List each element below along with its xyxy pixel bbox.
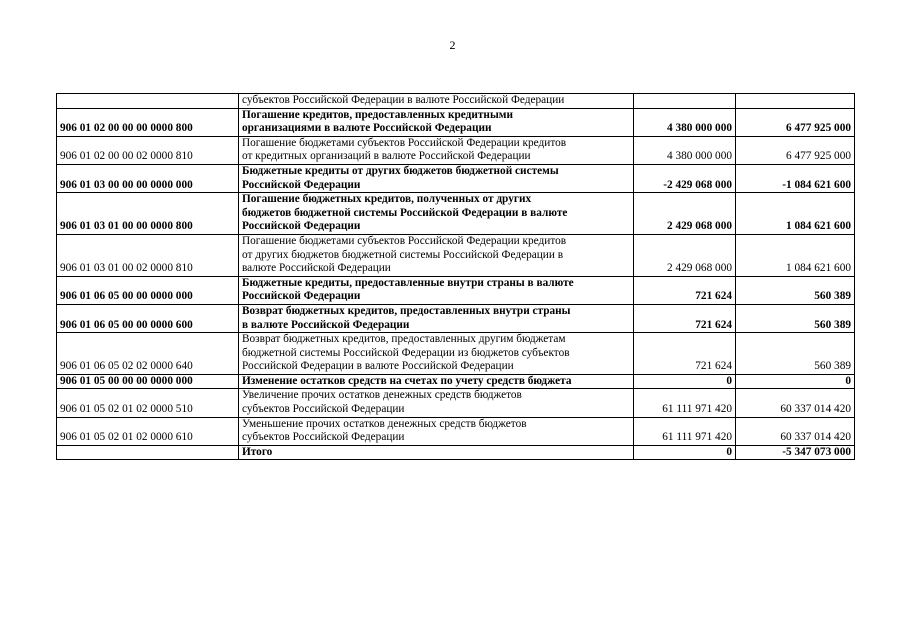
table-row — [57, 417, 855, 445]
description-line: Российской Федерации — [242, 290, 361, 303]
amount-cell-second: 6 477 925 000 — [736, 136, 855, 164]
amount-cell-second: 1 084 621 600 — [736, 234, 855, 276]
description-cell — [239, 136, 634, 164]
description-cell — [239, 234, 634, 276]
description-line: бюджетов бюджетной системы Российской Федерации в валюте — [242, 206, 568, 219]
table-row — [57, 164, 855, 192]
table-row — [57, 94, 855, 109]
table-body — [57, 94, 855, 460]
description-cell — [239, 276, 634, 304]
table-row — [57, 193, 855, 235]
description-line: Увеличение прочих остатков денежных средств бюджетов — [242, 389, 522, 402]
description-cell — [239, 193, 634, 235]
budget-code-cell — [57, 94, 239, 109]
description-cell — [239, 445, 634, 460]
table-row — [57, 389, 855, 417]
description-line: Погашение кредитов, предоставленных кредитными — [242, 108, 513, 121]
budget-code-cell: 906 01 05 02 01 02 0000 610 — [57, 417, 239, 445]
amount-cell-first: 0 — [634, 445, 736, 460]
table-row — [57, 374, 855, 389]
description-line: Бюджетные кредиты от других бюджетов бюджетной системы — [242, 164, 559, 177]
amount-cell-first: 4 380 000 000 — [634, 136, 736, 164]
amount-cell-second: 60 337 014 420 — [736, 389, 855, 417]
amount-cell-second: 0 — [736, 374, 855, 389]
amount-cell-first: 4 380 000 000 — [634, 108, 736, 136]
amount-cell-first — [634, 94, 736, 109]
description-line: Изменение остатков средств на счетах по учету средств бюджета — [242, 374, 572, 387]
amount-cell-second — [736, 94, 855, 109]
amount-cell-first: 61 111 971 420 — [634, 389, 736, 417]
amount-cell-second: 560 389 — [736, 276, 855, 304]
description-line: субъектов Российской Федерации — [242, 403, 405, 416]
table-row — [57, 136, 855, 164]
description-line: от других бюджетов бюджетной системы Российской Федерации в — [242, 248, 564, 261]
description-line: Российской Федерации — [242, 178, 361, 191]
description-line: субъектов Российской Федерации в валюте Российской Федерации — [242, 94, 565, 106]
description-line: Погашение бюджетами субъектов Российской Федерации кредитов — [242, 234, 567, 247]
description-cell — [239, 164, 634, 192]
amount-cell-second: -1 084 621 600 — [736, 164, 855, 192]
budget-code-cell: 906 01 05 00 00 00 0000 000 — [57, 374, 239, 389]
description-line: Возврат бюджетных кредитов, предоставленных другим бюджетам — [242, 333, 566, 346]
description-line: Российской Федерации в валюте Российской Федерации — [242, 360, 514, 373]
description-cell — [239, 333, 634, 375]
amount-cell-first: 2 429 068 000 — [634, 193, 736, 235]
amount-cell-second: 6 477 925 000 — [736, 108, 855, 136]
table-row — [57, 333, 855, 375]
description-cell — [239, 304, 634, 332]
description-cell — [239, 108, 634, 136]
amount-cell-first: 721 624 — [634, 276, 736, 304]
budget-code-cell: 906 01 02 00 00 02 0000 810 — [57, 136, 239, 164]
budget-code-cell: 906 01 03 00 00 00 0000 000 — [57, 164, 239, 192]
description-cell — [239, 374, 634, 389]
amount-cell-first: 721 624 — [634, 304, 736, 332]
amount-cell-first: 61 111 971 420 — [634, 417, 736, 445]
amount-cell-first: 2 429 068 000 — [634, 234, 736, 276]
budget-code-cell: 906 01 06 05 02 02 0000 640 — [57, 333, 239, 375]
description-line: бюджетной системы Российской Федерации из бюджетов субъектов — [242, 346, 570, 359]
description-line: валюте Российской Федерации — [242, 262, 391, 275]
amount-cell-second: 1 084 621 600 — [736, 193, 855, 235]
amount-cell-second: 560 389 — [736, 304, 855, 332]
description-line: организациями в валюте Российской Федерации — [242, 122, 492, 135]
description-line: Бюджетные кредиты, предоставленные внутри страны в валюте — [242, 276, 574, 289]
table-row — [57, 276, 855, 304]
budget-code-cell: 906 01 02 00 00 00 0000 800 — [57, 108, 239, 136]
budget-sources-table — [56, 93, 855, 460]
description-line: субъектов Российской Федерации — [242, 431, 405, 444]
description-line: Уменьшение прочих остатков денежных средств бюджетов — [242, 417, 527, 430]
description-cell — [239, 417, 634, 445]
budget-code-cell: 906 01 06 05 00 00 0000 600 — [57, 304, 239, 332]
amount-cell-second: 560 389 — [736, 333, 855, 375]
description-line: от кредитных организаций в валюте Российской Федерации — [242, 150, 531, 163]
table-row — [57, 234, 855, 276]
table-row — [57, 445, 855, 460]
amount-cell-first: 0 — [634, 374, 736, 389]
amount-cell-second: 60 337 014 420 — [736, 417, 855, 445]
description-line: Погашение бюджетами субъектов Российской Федерации кредитов — [242, 136, 567, 149]
amount-cell-first: -2 429 068 000 — [634, 164, 736, 192]
table-row — [57, 304, 855, 332]
table-row — [57, 108, 855, 136]
description-line: Российской Федерации — [242, 220, 361, 233]
description-line: Итого — [242, 445, 273, 458]
description-cell — [239, 94, 634, 109]
budget-code-cell: 906 01 03 01 00 02 0000 810 — [57, 234, 239, 276]
budget-code-cell: 906 01 03 01 00 00 0000 800 — [57, 193, 239, 235]
budget-code-cell — [57, 445, 239, 460]
description-line: Погашение бюджетных кредитов, полученных от других — [242, 193, 532, 206]
amount-cell-first: 721 624 — [634, 333, 736, 375]
page-number: 2 — [449, 38, 456, 52]
amount-cell-second: -5 347 073 000 — [736, 445, 855, 460]
description-line: в валюте Российской Федерации — [242, 318, 410, 331]
budget-code-cell: 906 01 06 05 00 00 0000 000 — [57, 276, 239, 304]
budget-code-cell: 906 01 05 02 01 02 0000 510 — [57, 389, 239, 417]
description-cell — [239, 389, 634, 417]
description-line: Возврат бюджетных кредитов, предоставленных внутри страны — [242, 304, 571, 317]
